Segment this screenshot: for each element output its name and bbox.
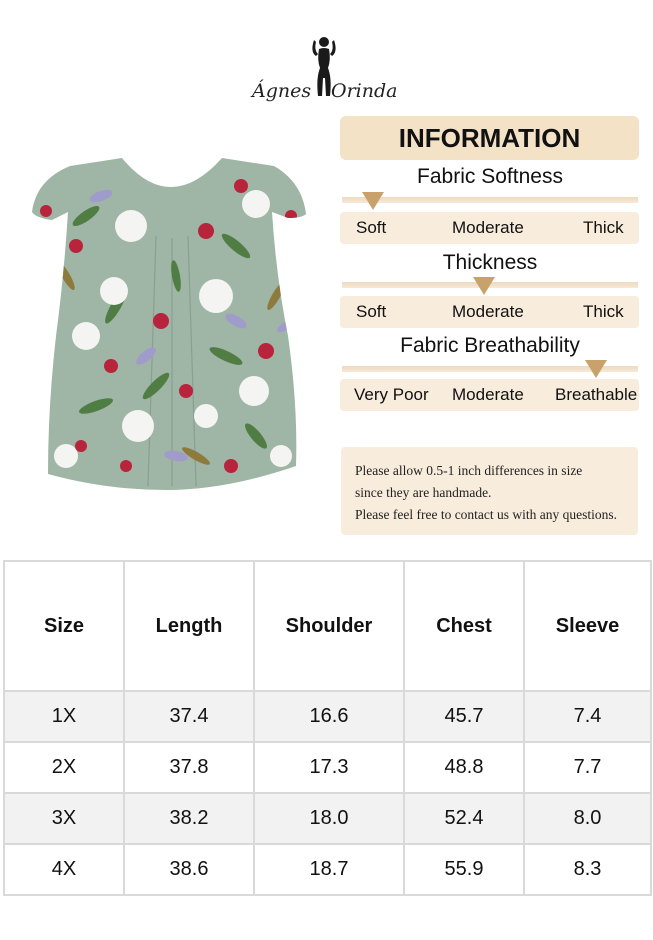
fabric-softness-marker-icon [362,192,384,210]
table-row [4,742,651,793]
info-title: INFORMATION [340,116,639,160]
cell-sleeve: 7.4 [524,691,651,742]
notice-line-2: since they are handmade. [355,485,492,500]
scale-label-high: Thick [583,302,624,321]
cell-shoulder: 17.3 [254,742,404,793]
cell-chest: 45.7 [404,691,524,742]
cell-length: 38.6 [124,844,254,895]
fabric-breathability-scale [340,379,639,411]
header-size: Size [4,561,124,691]
cell-sleeve: 8.0 [524,793,651,844]
table-row [4,793,651,844]
scale-label-high: Breathable [555,385,638,404]
scale-label-mid: Moderate [452,385,524,404]
header-shoulder: Shoulder [254,561,404,691]
cell-shoulder: 16.6 [254,691,404,742]
fabric-breathability-marker-icon [585,360,607,378]
cell-sleeve: 7.7 [524,742,651,793]
brand-logo [246,34,406,104]
size-notice [341,447,638,535]
cell-length: 37.4 [124,691,254,742]
table-row [4,844,651,895]
fabric-softness-scale [340,212,639,244]
cell-shoulder: 18.7 [254,844,404,895]
brand-name-left: Ágnes [252,80,312,102]
notice-line-3: Please feel free to contact us with any questions. [355,507,618,522]
brand-name-right: Orinda [331,80,398,102]
cell-size: 3X [4,793,124,844]
cell-size: 1X [4,691,124,742]
header-sleeve: Sleeve [524,561,651,691]
scale-label-low: Soft [356,302,387,321]
thickness-title: Thickness [442,251,538,274]
scale-label-low: Very Poor [354,385,429,404]
thickness-marker-icon [473,277,495,295]
header-length: Length [124,561,254,691]
cell-chest: 55.9 [404,844,524,895]
cell-chest: 48.8 [404,742,524,793]
header-chest: Chest [404,561,524,691]
cell-size: 4X [4,844,124,895]
table-header-row [4,561,651,691]
fabric-softness-title: Fabric Softness [417,165,563,188]
scale-label-mid: Moderate [452,218,524,237]
cell-length: 38.2 [124,793,254,844]
fabric-breathability-title: Fabric Breathability [400,334,580,357]
cell-size: 2X [4,742,124,793]
thickness-scale [340,296,639,328]
cell-sleeve: 8.3 [524,844,651,895]
scale-label-low: Soft [356,218,387,237]
cell-chest: 52.4 [404,793,524,844]
size-chart-table [3,560,652,896]
cell-shoulder: 18.0 [254,793,404,844]
cell-length: 37.8 [124,742,254,793]
fabric-softness-track [342,197,638,203]
scale-label-high: Thick [583,218,624,237]
notice-line-1: Please allow 0.5-1 inch differences in size [355,463,583,478]
floral-tshirt-image [26,156,314,492]
table-row [4,691,651,742]
scale-label-mid: Moderate [452,302,524,321]
